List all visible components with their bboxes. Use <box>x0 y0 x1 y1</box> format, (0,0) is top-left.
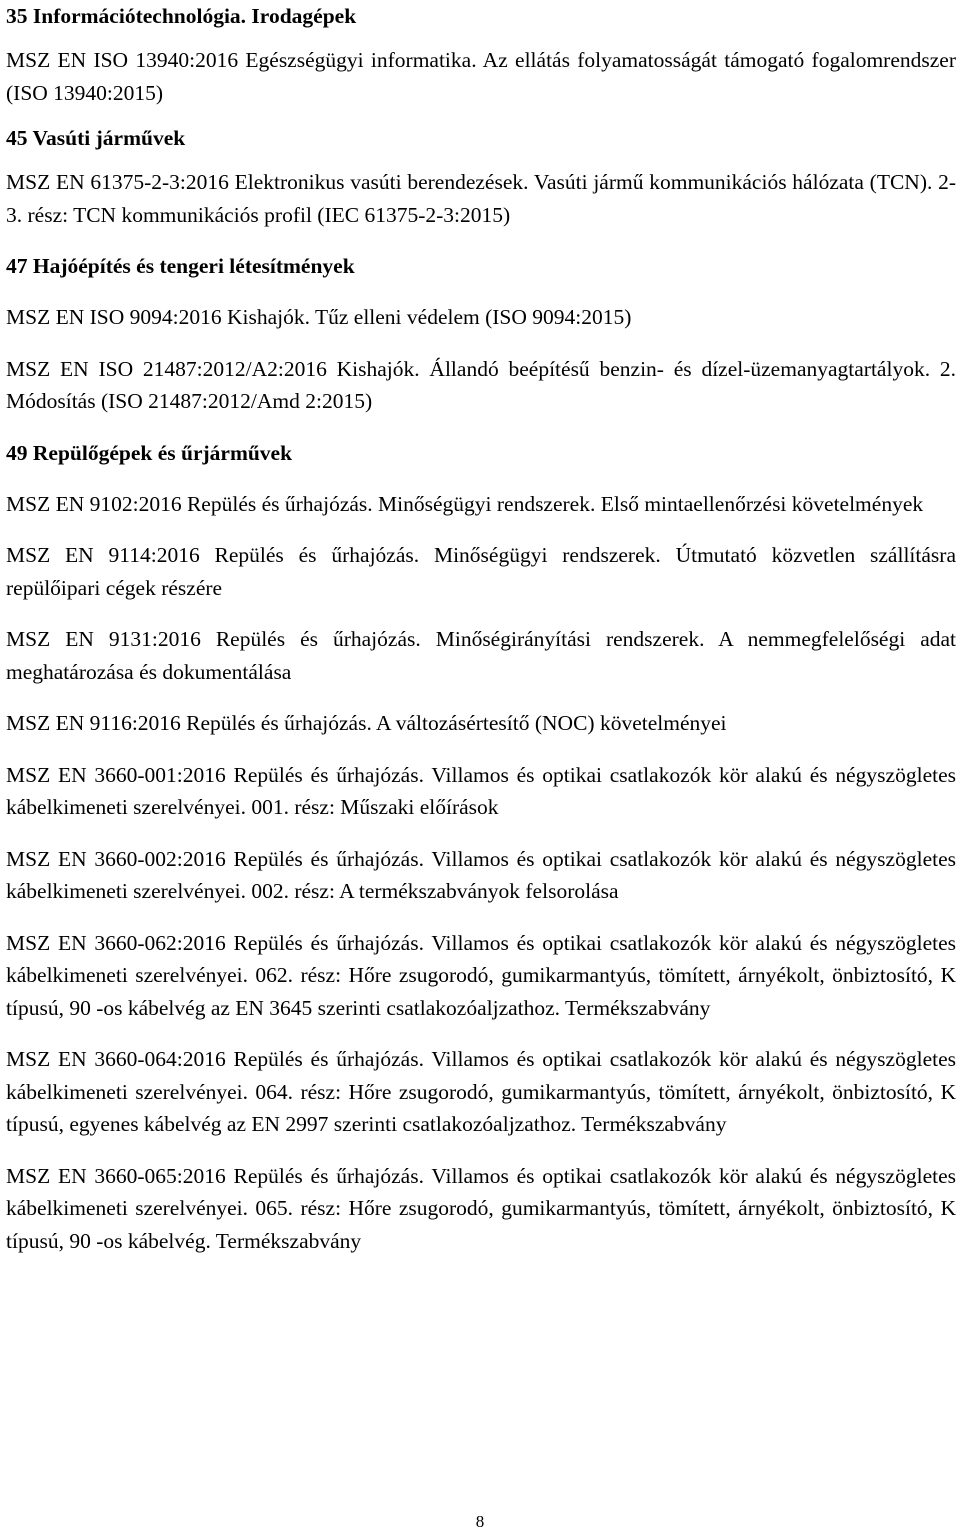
standard-entry: MSZ EN 3660-065:2016 Repülés és űrhajózás. Villamos és optikai csatlakozók kör alakú és négyszögletes kábelkimeneti szerelvényei. 065. rész: Hőre zsugorodó, gumikarmantyús, tömített, árnyékolt, önbiztosító, K típusú, 90 -os kábelvég. Termékszabvány <box>6 1163 956 1253</box>
standard-entry: MSZ EN 9114:2016 Repülés és űrhajózás. Minőségügyi rendszerek. Útmutató közvetlen szállításra repülőipari cégek részére <box>6 543 956 600</box>
standard-entry: MSZ EN ISO 21487:2012/A2:2016 Kishajók. Állandó beépítésű benzin- és dízel-üzemanyagtartályok. 2. Módosítás (ISO 21487:2012/Amd 2:2015) <box>6 356 956 413</box>
standard-entry: MSZ EN 61375-2-3:2016 Elektronikus vasúti berendezések. Vasúti jármű kommunikációs hálózata (TCN). 2-3. rész: TCN kommunikációs profil (IEC 61375-2-3:2015) <box>6 170 956 227</box>
standard-entry: MSZ EN 9102:2016 Repülés és űrhajózás. Minőségügyi rendszerek. Első mintaellenőrzési követelmények <box>6 491 924 516</box>
standard-entry: MSZ EN 3660-062:2016 Repülés és űrhajózás. Villamos és optikai csatlakozók kör alakú és négyszögletes kábelkimeneti szerelvényei. 062. rész: Hőre zsugorodó, gumikarmantyús, tömített, árnyékolt, önbiztosító, K típusú, 90 -os kábelvég az EN 3645 szerinti csatlakozóaljzathoz. Termékszabvány <box>6 930 956 1020</box>
section-heading-45: 45 Vasúti járművek <box>6 126 186 150</box>
page-number: 8 <box>475 1512 485 1531</box>
section-heading-49: 49 Repülőgépek és űrjárművek <box>6 440 293 465</box>
document-body <box>6 0 956 1257</box>
standard-entry: MSZ EN 9131:2016 Repülés és űrhajózás. Minőségirányítási rendszerek. A nemmegfelelőségi adat meghatározása és dokumentálása <box>6 627 956 684</box>
standard-entry: MSZ EN ISO 13940:2016 Egészségügyi informatika. Az ellátás folyamatosságát támogató fogalomrendszer (ISO 13940:2015) <box>6 48 956 105</box>
standard-entry: MSZ EN 3660-064:2016 Repülés és űrhajózás. Villamos és optikai csatlakozók kör alakú és négyszögletes kábelkimeneti szerelvényei. 064. rész: Hőre zsugorodó, gumikarmantyús, tömített, árnyékolt, önbiztosító, K típusú, egyenes kábelvég az EN 2997 szerinti csatlakozóaljzathoz. Termékszabvány <box>6 1047 956 1136</box>
section-heading-47: 47 Hajóépítés és tengeri létesítmények <box>6 254 355 278</box>
standard-entry: MSZ EN ISO 9094:2016 Kishajók. Tűz elleni védelem (ISO 9094:2015) <box>6 305 632 329</box>
section-heading-35: 35 Információtechnológia. Irodagépek <box>6 4 357 28</box>
standard-entry: MSZ EN 9116:2016 Repülés és űrhajózás. A változásértesítő (NOC) követelményei <box>6 711 727 735</box>
standard-entry: MSZ EN 3660-001:2016 Repülés és űrhajózás. Villamos és optikai csatlakozók kör alakú és négyszögletes kábelkimeneti szerelvényei. 001. rész: Műszaki előírások <box>6 762 956 819</box>
standard-entry: MSZ EN 3660-002:2016 Repülés és űrhajózás. Villamos és optikai csatlakozók kör alakú és négyszögletes kábelkimeneti szerelvényei. 002. rész: A termékszabványok felsorolása <box>6 846 956 903</box>
